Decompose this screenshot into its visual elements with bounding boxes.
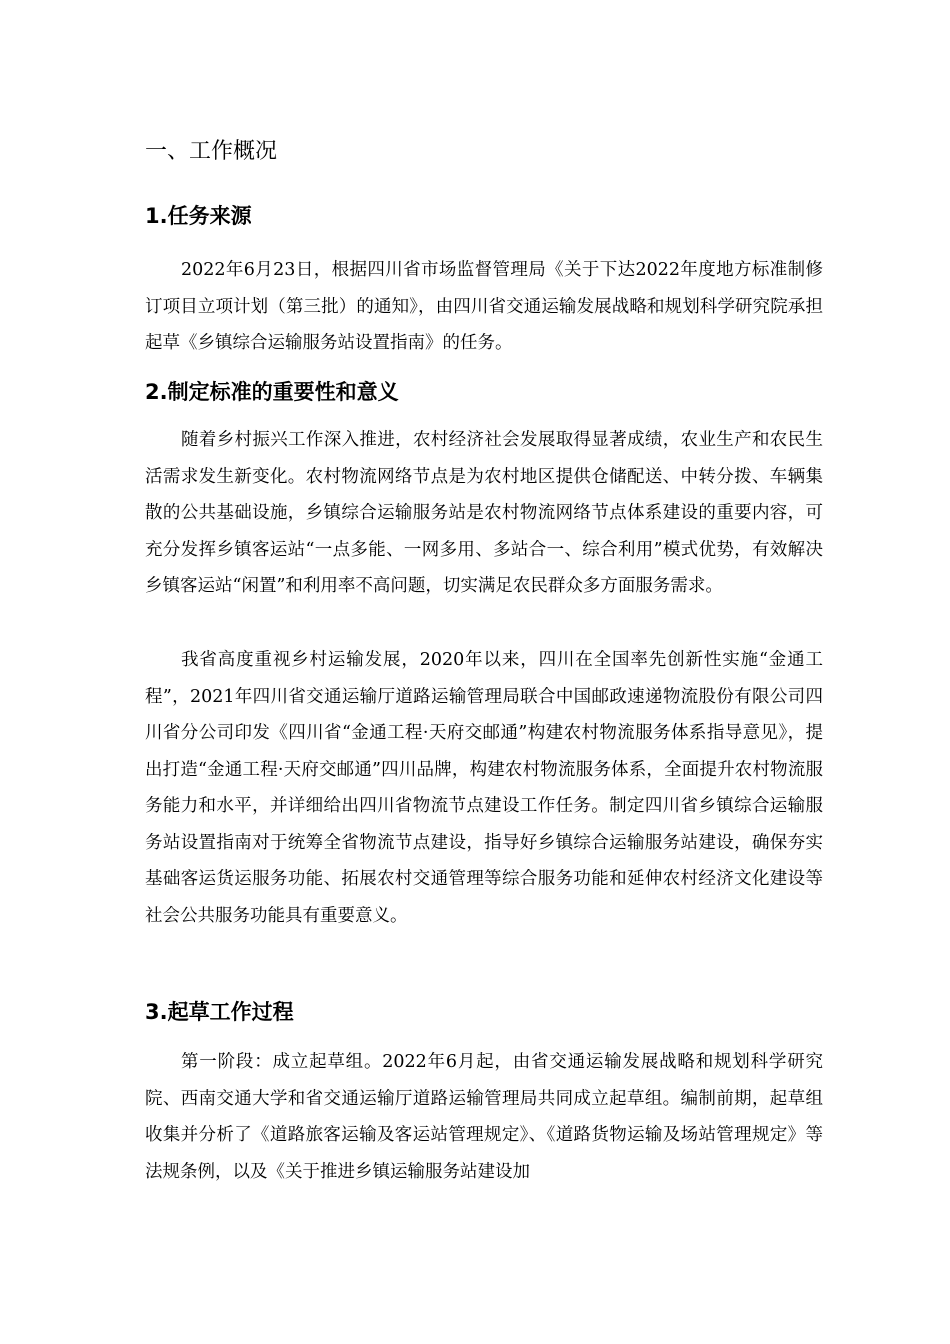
subsection-title-task-source: 1.任务来源	[145, 204, 252, 228]
paragraph-drafting-process: 第一阶段：成立起草组。2022年6月起，由省交通运输发展战略和规划科学研究院、西南交通大学和省交通运输厅道路运输管理局共同成立起草组。编制前期，起草组收集并分析了《道路旅客运输及客运站管理规定》、《道路货物运输及场站管理规定》等法规条例，以及《关于推进乡镇运输服务站建设加	[145, 1052, 823, 1182]
subsection-title-drafting-process: 3.起草工作过程	[145, 1000, 294, 1024]
paragraph-importance-2: 我省高度重视乡村运输发展，2020年以来，四川在全国率先创新性实施“金通工程”，2021年四川省交通运输厅道路运输管理局联合中国邮政速递物流股份有限公司四川省分公司印发《四川省“金通工程·天府交邮通”构建农村物流服务体系指导意见》，提出打造“金通工程·天府交邮通”四川品牌，构建农村物流服务体系，全面提升农村物流服务能力和水平，并详细给出四川省物流节点建设工作任务。制定四川省乡镇综合运输服务站设置指南对于统筹全省物流节点建设，指导好乡镇综合运输服务站建设，确保夯实基础客运货运服务功能、拓展农村交通管理等综合服务功能和延伸农村经济文化建设等社会公共服务功能具有重要意义。	[145, 650, 823, 926]
paragraph-importance-1: 随着乡村振兴工作深入推进，农村经济社会发展取得显著成绩，农业生产和农民生活需求发生新变化。农村物流网络节点是为农村地区提供仓储配送、中转分拨、车辆集散的公共基础设施，乡镇综合运输服务站是农村物流网络节点体系建设的重要内容，可充分发挥乡镇客运站“一点多能、一网多用、多站合一、综合利用”模式优势，有效解决乡镇客运站“闲置”和利用率不高问题，切实满足农民群众多方面服务需求。	[145, 430, 823, 596]
paragraph-task-source: 2022年6月23日，根据四川省市场监督管理局《关于下达2022年度地方标准制修订项目立项计划（第三批）的通知》，由四川省交通运输发展战略和规划科学研究院承担起草《乡镇综合运输服务站设置指南》的任务。	[145, 260, 823, 353]
section-title: 一、工作概况	[145, 139, 278, 164]
subsection-title-importance: 2.制定标准的重要性和意义	[145, 380, 399, 404]
